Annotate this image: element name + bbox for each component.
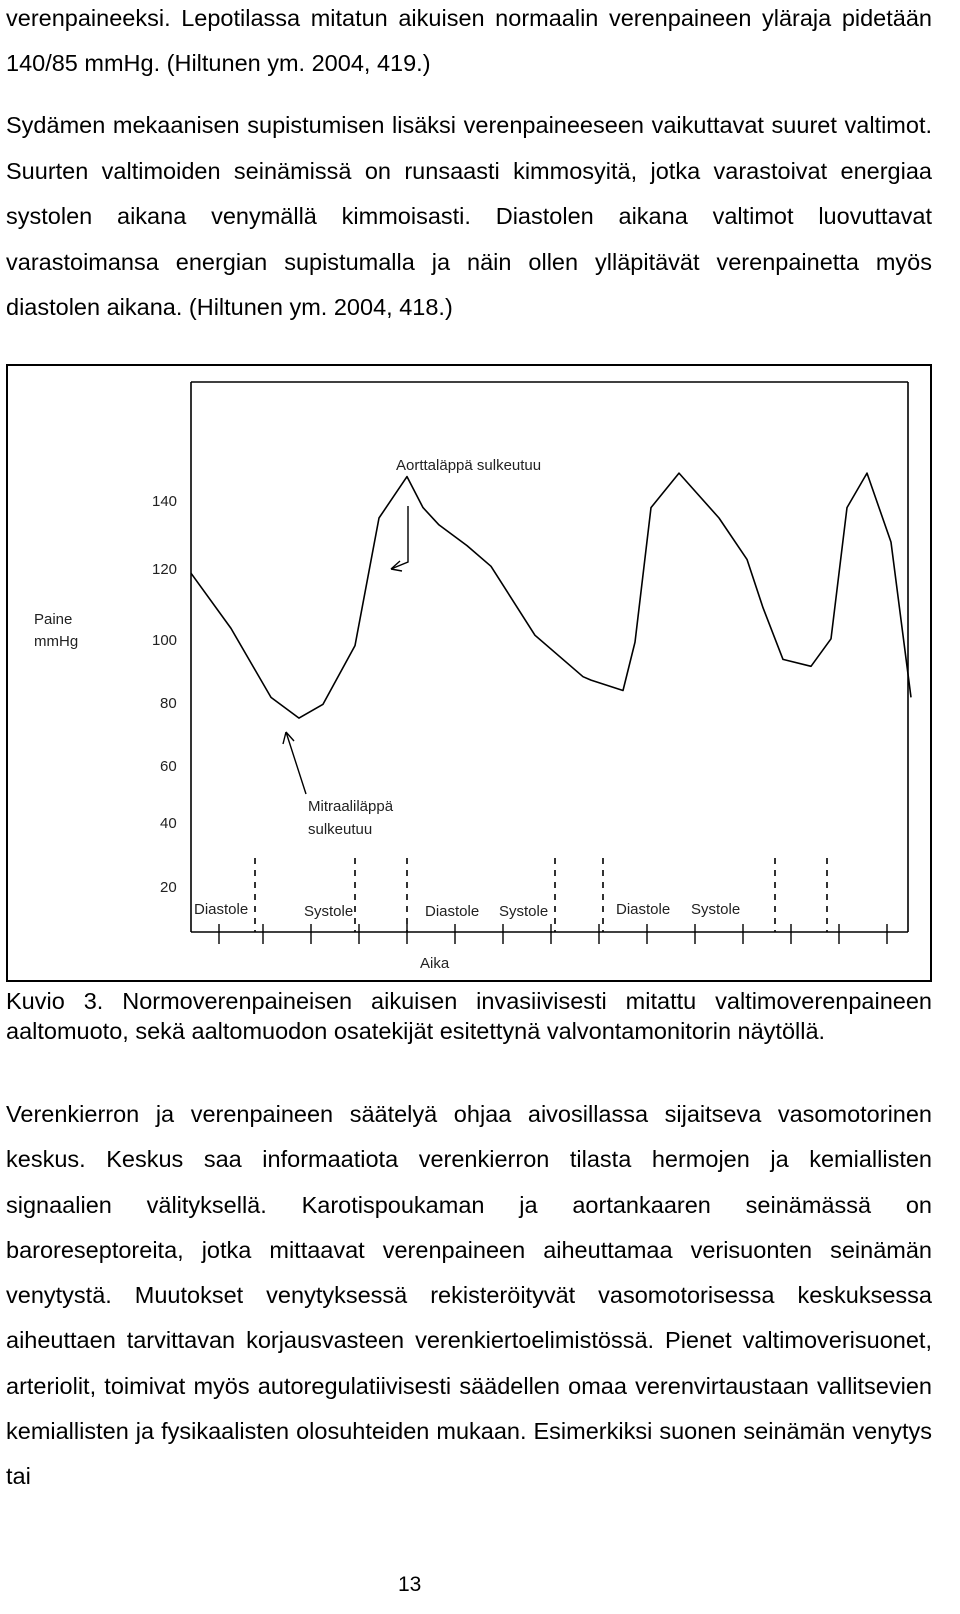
phase-label-diastole-1: Diastole [194, 901, 249, 918]
y-tick-label-40: 40 [160, 815, 177, 832]
figure-caption: Kuvio 3. Normoverenpaineisen aikuisen invasiivisesti mitattu valtimoverenpaineen aaltomuoto, sekä aaltomuodon osatekijät esitettynä valvontamonitorin näytöllä. [6, 988, 932, 1044]
mitral-valve-annotation-line2: sulkeutuu [308, 821, 373, 838]
blood-pressure-figure [6, 364, 932, 982]
phase-label-diastole-2: Diastole [425, 903, 480, 920]
x-axis-label: Aika [420, 955, 450, 972]
y-tick-label-20: 20 [160, 879, 177, 896]
mitral-valve-annotation-line1: Mitraaliläppä [308, 798, 394, 815]
y-axis-label-line1: Paine [34, 611, 73, 628]
paragraph-regulation: Verenkierron ja verenpaineen säätelyä ohjaa aivosillassa sijaitseva vasomotorinen keskus. Keskus saa informaatiota verenkierron tilasta hermojen ja kemiallisten signaalien välityksellä. Karotispoukaman ja aortankaaren seinämässä on baroreseptoreita, jotka mittaavat verenpaineen aiheuttamaa verisuonten seinämän venytystä. Muutokset venytyksessä rekisteröityvät vasomotorisessa keskuksessa aiheuttaen tarvittavan korjausvasteen verenkiertoelimistössä. Pienet valtimoverisuonet, arteriolit, toimivat myös autoregulatiivisesti säädellen omaa verenvirtaustaan vallitsevien kemiallisten ja fysikaalisten olosuhteiden mukaan. Esimerkiksi suonen seinämän venytys tai [6, 1101, 932, 1490]
phase-label-systole-3: Systole [691, 901, 741, 918]
aortic-valve-arrow [391, 506, 408, 569]
aortic-valve-annotation: Aorttaläppä sulkeutuu [396, 457, 542, 474]
mitral-valve-arrow [286, 732, 306, 794]
phase-label-diastole-3: Diastole [616, 901, 671, 918]
y-tick-label-120: 120 [152, 561, 178, 578]
phase-divider-lines [255, 858, 827, 932]
x-axis-ticks [219, 924, 887, 944]
pressure-waveform-line [191, 473, 911, 718]
phase-label-systole-2: Systole [499, 903, 549, 920]
y-tick-label-80: 80 [160, 695, 177, 712]
phase-label-systole-1: Systole [304, 903, 354, 920]
y-tick-label-100: 100 [152, 632, 178, 649]
y-axis-label-line2: mmHg [34, 633, 79, 650]
page-number: 13 [398, 1573, 422, 1596]
paragraph-arteries: Sydämen mekaanisen supistumisen lisäksi verenpaineeseen vaikuttavat suuret valtimot. Suurten valtimoiden seinämissä on runsaasti kimmosyitä, jotka varastoivat energiaa systolen aikana venymällä kimmoisasti. Diastolen aikana valtimot luovuttavat varastoimansa energian supistumalla ja näin ollen ylläpitävät verenpainetta myös diastolen aikana. (Hiltunen ym. 2004, 418.) [6, 112, 932, 320]
y-tick-label-140: 140 [152, 493, 178, 510]
blood-pressure-waveform-chart [8, 366, 930, 980]
paragraph-intro: verenpaineeksi. Lepotilassa mitatun aikuisen normaalin verenpaineen yläraja pidetään 140/85 mmHg. (Hiltunen ym. 2004, 419.) [6, 5, 932, 76]
y-tick-label-60: 60 [160, 758, 177, 775]
